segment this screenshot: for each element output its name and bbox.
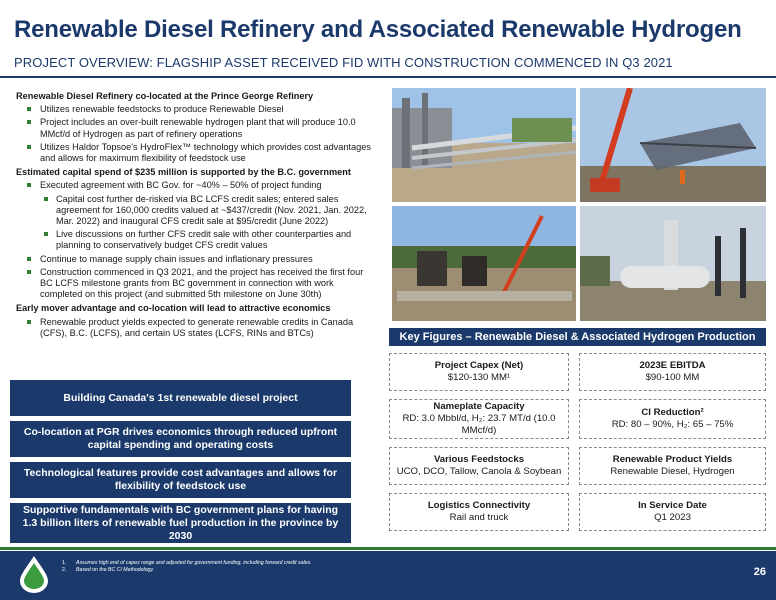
key-figure-label: Nameplate Capacity: [433, 401, 525, 412]
bullet-item: Construction commenced in Q3 2021, and the project has received the first four BC LCFS milestone grants from BC government in connection with work completed on this project (and submitted 5th milestone on June 30th): [16, 267, 376, 301]
highlight-box: Co-location at PGR drives economics through reduced upfront capital spending and operating costs: [10, 421, 351, 457]
key-figure-card: [579, 447, 766, 485]
key-figures-header: Key Figures – Renewable Diesel & Associated Hydrogen Production: [389, 328, 766, 346]
page-number: 26: [753, 566, 766, 578]
footer-accent: [0, 547, 776, 550]
key-figure-card: [579, 353, 766, 391]
construction-photo-vessels: [580, 206, 766, 321]
key-figure-value: $90-100 MM: [645, 372, 700, 383]
bullet-item: Continue to manage supply chain issues and inflationary pressures: [16, 254, 376, 265]
bullet-list: [16, 254, 376, 301]
highlight-box: Building Canada's 1st renewable diesel project: [10, 380, 351, 416]
company-logo-icon: [14, 553, 54, 593]
key-figure-card: [389, 447, 569, 485]
key-figure-value: RD: 3.0 Mbbl/d, H₂: 23.7 MT/d (10.0 MMcf/d): [402, 413, 556, 436]
key-figure-card: [389, 353, 569, 391]
sub-bullet-item: Capital cost further de-risked via BC LCFS credit sales; entered sales agreement for 160,000 credits valued at ~$437/credit (Nov. 2021, Jan. 2022, Mar. 2022) and inaugural CFS credit sale at $95/credit (June 2022): [16, 194, 376, 228]
bullet-item: Executed agreement with BC Gov. for ~40% – 50% of project funding: [16, 180, 376, 191]
highlight-box: Supportive fundamentals with BC government plans for having 1.3 billion liters of renewable fuel production in the province by 2030: [10, 503, 351, 543]
key-figure-value: RD: 80 – 90%, H₂: 65 – 75%: [611, 419, 734, 430]
footnote: 2. Based on the BC CI Methodology.: [62, 567, 155, 573]
key-figure-card: [389, 399, 569, 439]
bullet-list: [16, 180, 376, 191]
title-divider: [0, 76, 776, 78]
construction-photo-crane: [580, 88, 766, 202]
key-figure-card: [579, 399, 766, 439]
key-figure-value: Renewable Diesel, Hydrogen: [610, 466, 735, 477]
footer-bar: [0, 551, 776, 600]
bullet-list: [16, 104, 376, 164]
section-heading: Renewable Diesel Refinery co-located at the Prince George Refinery: [16, 91, 314, 101]
key-figure-label: Project Capex (Net): [434, 360, 524, 371]
key-figure-value: Rail and truck: [449, 512, 509, 523]
key-figure-value: Q1 2023: [654, 512, 691, 523]
footnotes: [62, 560, 312, 574]
bullet-item: Utilizes Haldor Topsoe's HydroFlex™ technology which provides cost advantages and allows for maximum flexibility of feedstock use: [16, 142, 376, 164]
bullet-item: Renewable product yields expected to generate renewable credits in Canada (CFS), B.C. (LCFS), and certain US states (LCFS, RINs and BTCs): [16, 317, 376, 339]
key-figure-label: In Service Date: [638, 500, 707, 511]
sub-bullet-item: Live discussions on further CFS credit sale with other counterparties and planning to conservatively budget CFS credit values: [16, 229, 376, 251]
key-figure-value: UCO, DCO, Tallow, Canola & Soybean: [396, 466, 562, 477]
key-figure-label: 2023E EBITDA: [639, 360, 706, 371]
key-figure-label: Logistics Connectivity: [427, 500, 531, 511]
key-figure-value: $120-130 MM¹: [447, 372, 511, 383]
construction-photo-tanks: [392, 206, 576, 321]
section-heading: Early mover advantage and co-location will lead to attractive economics: [16, 303, 331, 314]
key-figure-card: [579, 493, 766, 531]
bullet-item: Project includes an over-built renewable hydrogen plant that will produce 10.0 MMcf/d of Hydrogen as part of refinery operations: [16, 117, 376, 139]
key-figure-card: [389, 493, 569, 531]
key-figure-label: Various Feedstocks: [433, 454, 525, 465]
page-title: Renewable Diesel Refinery and Associated Renewable Hydrogen: [14, 16, 742, 43]
bullet-item: Utilizes renewable feedstocks to produce Renewable Diesel: [16, 104, 376, 115]
bullet-list: [16, 317, 376, 339]
page-subtitle: PROJECT OVERVIEW: FLAGSHIP ASSET RECEIVED FID WITH CONSTRUCTION COMMENCED IN Q3 2021: [14, 55, 673, 70]
footnote: 1. Assumes high end of capex range and adjusted for government funding, including forward credit sales.: [62, 560, 312, 566]
key-figure-label: CI Reduction²: [641, 407, 704, 418]
construction-photo-pipeline: [392, 88, 576, 202]
overview-text: [16, 88, 376, 341]
section-heading: Estimated capital spend of $235 million is supported by the B.C. government: [16, 167, 351, 178]
key-figure-label: Renewable Product Yields: [612, 454, 733, 465]
highlight-box: Technological features provide cost advantages and allows for flexibility of feedstock use: [10, 462, 351, 498]
sub-bullet-list: [16, 194, 376, 252]
